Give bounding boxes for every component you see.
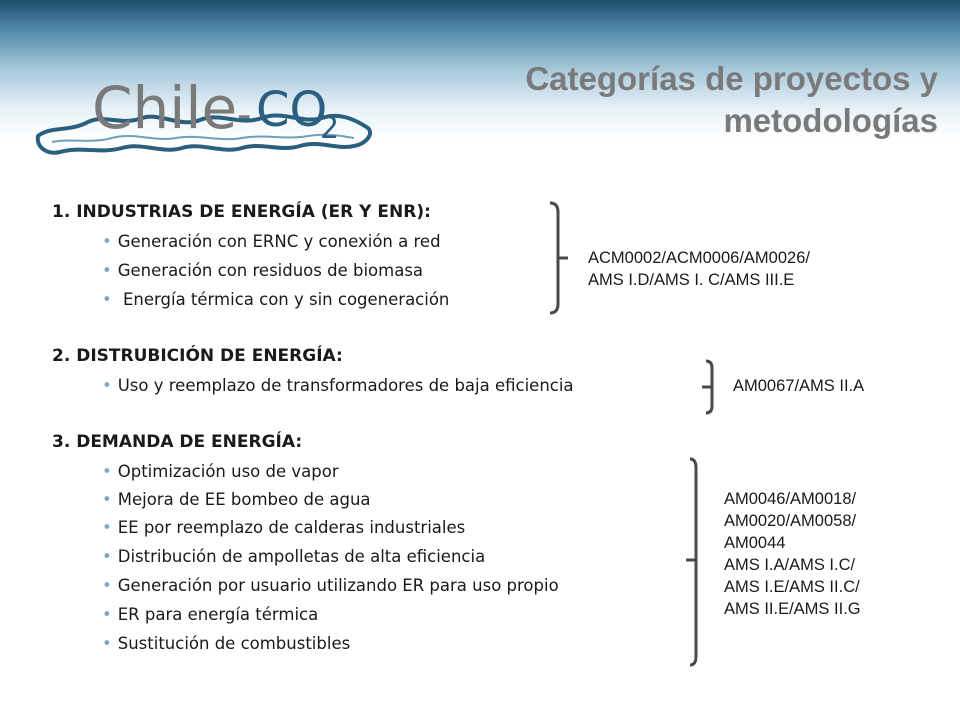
methods-section-2 [733,375,864,397]
list-item [102,547,485,566]
list-item [102,605,318,624]
title-line-2: metodologías [723,102,938,139]
title-line-1: Categorías de proyectos y [525,60,938,97]
method-line: AMS I.D/AMS I. C/AMS III.E [588,271,795,289]
bullet-icon: • [102,547,112,566]
bracket-section-1 [548,200,572,316]
list-item [102,232,441,251]
list-item-text: ER para energía térmica [117,605,319,624]
list-item-text: Mejora de EE bombeo de agua [117,490,371,509]
list-item [102,576,559,595]
section-1-heading: 1. INDUSTRIAS DE ENERGÍA (ER Y ENR): [52,202,431,222]
list-item [102,518,465,537]
list-item-text: EE por reemplazo de calderas industriales [117,518,466,537]
list-item [102,261,423,280]
method-line: AM0044 [724,534,786,552]
bullet-icon: • [102,232,112,251]
method-line: AM0046/AM0018/ [724,490,857,508]
bullet-icon: • [102,261,112,280]
list-item [102,462,339,481]
list-item-text: Generación por usuario utilizando ER para uso propio [117,576,559,595]
list-item [102,634,350,653]
bullet-icon: • [102,490,112,509]
methods-section-1 [588,247,810,291]
bracket-icon [700,358,724,416]
bracket-section-3 [684,456,708,668]
section-2-heading: 2. DISTRUBICIÓN DE ENERGÍA: [52,346,343,366]
logo-graphic [30,60,380,170]
method-line: AMS II.E/AMS II.G [724,600,861,618]
bullet-icon: • [102,576,112,595]
logo-text-sub: 2 [320,111,340,146]
logo-text-dash: - [237,92,252,138]
bracket-icon [684,456,708,668]
list-item [102,376,574,395]
chile-co2-logo [30,60,380,170]
method-line: AMS I.A/AMS I.C/ [724,556,856,574]
slide-title [418,58,938,142]
bullet-icon: • [102,634,112,653]
bracket-icon [548,200,572,316]
method-line: AM0067/AMS II.A [733,377,865,395]
bullet-icon: • [102,518,112,537]
method-line: ACM0002/ACM0006/AM0026/ [588,249,810,267]
bullet-icon: • [102,462,112,481]
logo-text-chile: Chile [92,74,238,142]
list-item-text: Generación con residuos de biomasa [117,261,424,280]
list-item [102,490,371,509]
list-item-text: Distribución de ampolletas de alta eficiencia [117,547,486,566]
bullet-icon: • [102,290,112,309]
list-item-text: Generación con ERNC y conexión a red [117,232,441,251]
bracket-section-2 [700,358,724,416]
list-item-text: Uso y reemplazo de transformadores de baja eficiencia [117,376,574,395]
logo-text-co: CO [256,82,328,138]
section-3-heading: 3. DEMANDA DE ENERGÍA: [52,432,303,452]
methods-section-3 [724,488,861,620]
method-line: AM0020/AM0058/ [724,512,857,530]
list-item [102,290,449,309]
bullet-icon: • [102,376,112,395]
list-item-text: Optimización uso de vapor [117,462,339,481]
list-item-text: Energía térmica con y sin cogeneración [117,290,450,309]
bullet-icon: • [102,605,112,624]
method-line: AMS I.E/AMS II.C/ [724,578,860,596]
list-item-text: Sustitución de combustibles [117,634,351,653]
